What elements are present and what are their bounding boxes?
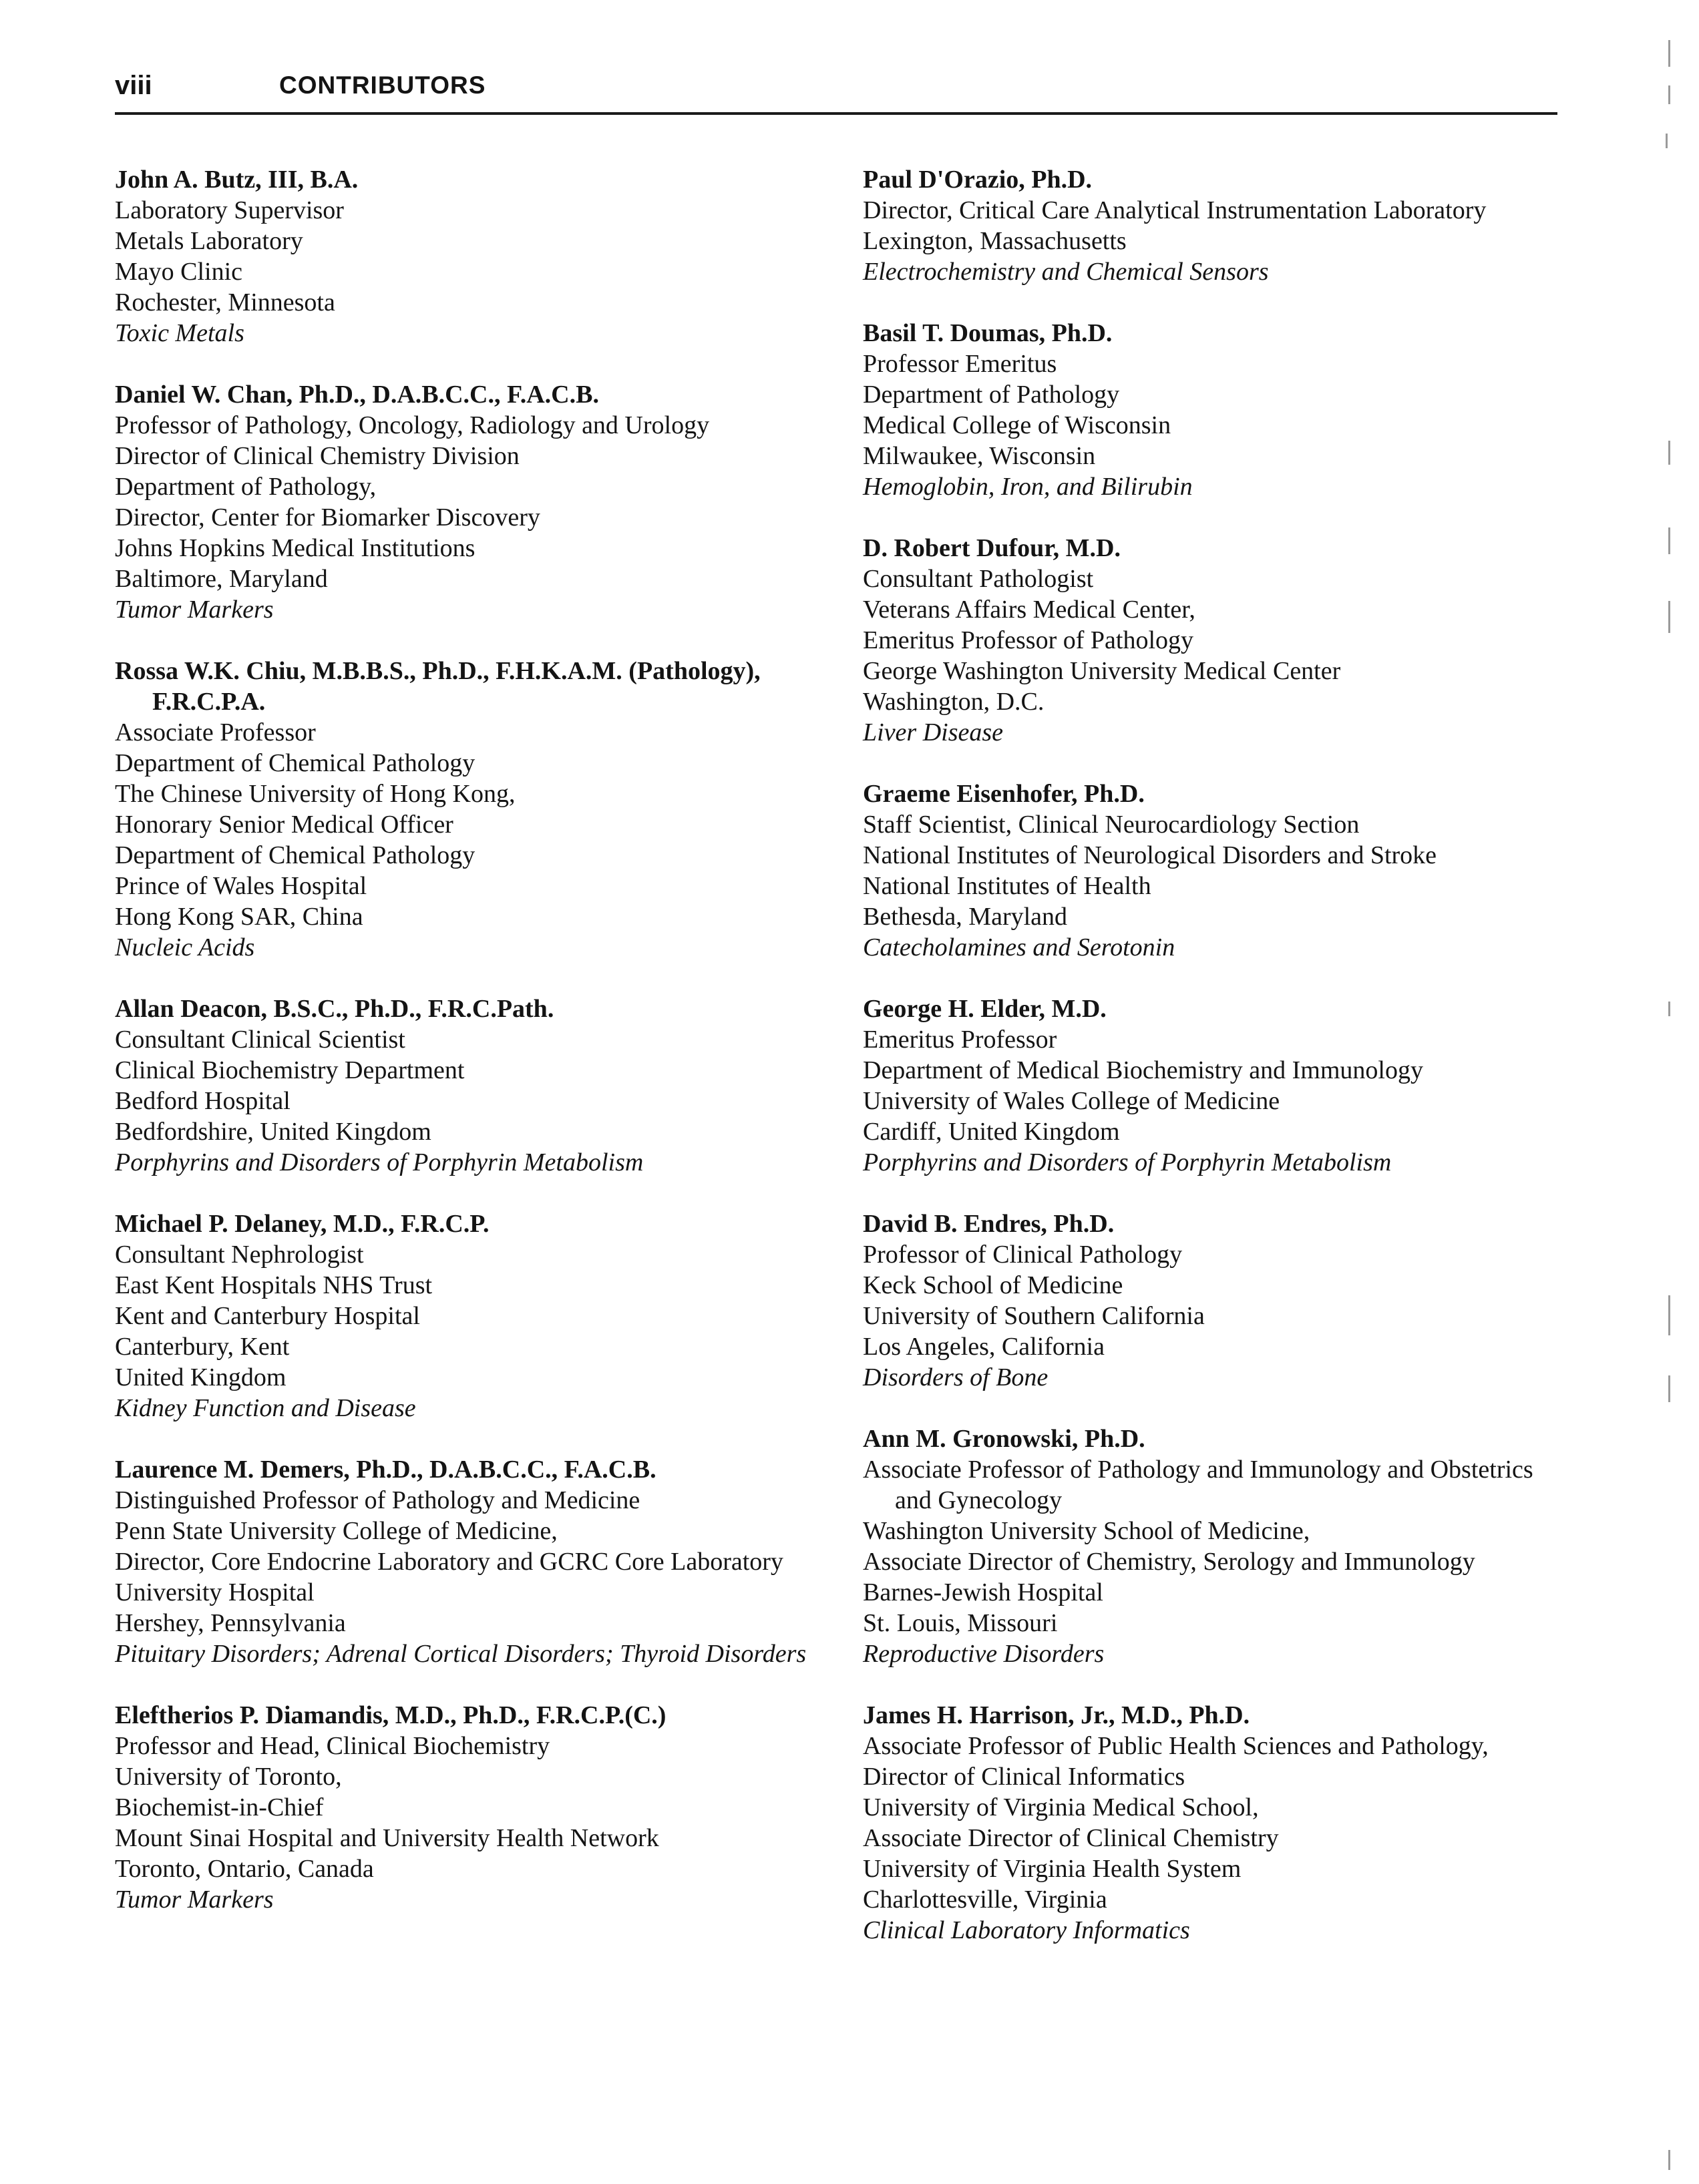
affiliation-line: Director, Center for Biomarker Discovery bbox=[115, 503, 540, 531]
contributor-name: James H. Harrison, Jr., M.D., Ph.D. bbox=[863, 1701, 1250, 1729]
affiliation-line: Director of Clinical Informatics bbox=[863, 1763, 1185, 1791]
margin-speck bbox=[1668, 2150, 1670, 2170]
affiliation-line: Bedfordshire, United Kingdom bbox=[115, 1118, 431, 1146]
chapter-topic: Catecholamines and Serotonin bbox=[863, 933, 1175, 961]
chapter-topic: Tumor Markers bbox=[115, 1886, 274, 1914]
contributor-entry bbox=[863, 533, 1571, 748]
affiliation-line: Emeritus Professor bbox=[863, 1026, 1057, 1054]
affiliation-line: George Washington University Medical Center bbox=[863, 657, 1341, 685]
right-column bbox=[863, 164, 1571, 1976]
affiliation-line: Prince of Wales Hospital bbox=[115, 872, 367, 900]
contributor-name: Allan Deacon, B.S.C., Ph.D., F.R.C.Path. bbox=[115, 995, 554, 1023]
contributor-name: Daniel W. Chan, Ph.D., D.A.B.C.C., F.A.C.B. bbox=[115, 381, 599, 409]
affiliation-line: University of Southern California bbox=[863, 1302, 1205, 1330]
affiliation-line: Associate Director of Clinical Chemistry bbox=[863, 1824, 1279, 1852]
contributor-entry bbox=[863, 1700, 1571, 1946]
affiliation-line: Lexington, Massachusetts bbox=[863, 227, 1127, 255]
chapter-topic: Toxic Metals bbox=[115, 319, 244, 347]
affiliation-line: Director, Critical Care Analytical Instrumentation Laboratory bbox=[863, 196, 1487, 224]
contributor-name: John A. Butz, III, B.A. bbox=[115, 166, 359, 194]
contributor-name: David B. Endres, Ph.D. bbox=[863, 1210, 1115, 1238]
affiliation-line: Department of Chemical Pathology bbox=[115, 841, 476, 869]
affiliation-line: National Institutes of Health bbox=[863, 872, 1151, 900]
chapter-topic: Disorders of Bone bbox=[863, 1363, 1049, 1391]
margin-speck bbox=[1668, 40, 1670, 67]
affiliation-line: Department of Pathology, bbox=[115, 473, 377, 501]
affiliation-line: Honorary Senior Medical Officer bbox=[115, 811, 453, 839]
chapter-topic: Reproductive Disorders bbox=[863, 1640, 1105, 1668]
affiliation-line: Clinical Biochemistry Department bbox=[115, 1056, 465, 1084]
chapter-topic: Electrochemistry and Chemical Sensors bbox=[863, 258, 1269, 286]
contributor-name: George H. Elder, M.D. bbox=[863, 995, 1107, 1023]
contributor-entry bbox=[115, 164, 823, 349]
contributor-name: D. Robert Dufour, M.D. bbox=[863, 534, 1121, 562]
affiliation-line: Hershey, Pennsylvania bbox=[115, 1609, 346, 1637]
affiliation-line: East Kent Hospitals NHS Trust bbox=[115, 1271, 433, 1299]
chapter-topic: Hemoglobin, Iron, and Bilirubin bbox=[863, 473, 1193, 501]
affiliation-line: Johns Hopkins Medical Institutions bbox=[115, 534, 476, 562]
contributor-entry bbox=[115, 1700, 823, 1915]
affiliation-line: Consultant Clinical Scientist bbox=[115, 1026, 405, 1054]
contributor-entry bbox=[115, 1454, 823, 1669]
affiliation-line: Department of Chemical Pathology bbox=[115, 749, 476, 777]
affiliation-line: Baltimore, Maryland bbox=[115, 565, 328, 593]
affiliation-line: Washington University School of Medicine, bbox=[863, 1517, 1310, 1545]
affiliation-line: Department of Medical Biochemistry and Immunology bbox=[863, 1056, 1423, 1084]
chapter-topic: Pituitary Disorders; Adrenal Cortical Disorders; Thyroid Disorders bbox=[115, 1640, 807, 1668]
affiliation-line: Mount Sinai Hospital and University Health Network bbox=[115, 1824, 659, 1852]
contributor-name: Basil T. Doumas, Ph.D. bbox=[863, 319, 1113, 347]
affiliation-line: St. Louis, Missouri bbox=[863, 1609, 1058, 1637]
affiliation-line: Associate Professor of Pathology and Immunology and Obstetrics and Gynecology bbox=[863, 1456, 1533, 1514]
contributor-entry bbox=[863, 164, 1571, 287]
contributor-entry bbox=[863, 994, 1571, 1178]
contributor-entry bbox=[863, 779, 1571, 963]
affiliation-line: University Hospital bbox=[115, 1578, 315, 1606]
chapter-topic: Clinical Laboratory Informatics bbox=[863, 1916, 1190, 1944]
affiliation-line: Laboratory Supervisor bbox=[115, 196, 344, 224]
header-rule bbox=[115, 112, 1557, 115]
affiliation-line: Director of Clinical Chemistry Division bbox=[115, 442, 520, 470]
affiliation-line: Los Angeles, California bbox=[863, 1333, 1105, 1361]
affiliation-line: Milwaukee, Wisconsin bbox=[863, 442, 1096, 470]
affiliation-line: Professor and Head, Clinical Biochemistry bbox=[115, 1732, 550, 1760]
margin-speck bbox=[1668, 1375, 1670, 1402]
affiliation-line: University of Wales College of Medicine bbox=[863, 1087, 1280, 1115]
chapter-topic: Tumor Markers bbox=[115, 596, 274, 624]
affiliation-line: Consultant Pathologist bbox=[863, 565, 1094, 593]
contributor-entry bbox=[863, 1424, 1571, 1669]
affiliation-line: Mayo Clinic bbox=[115, 258, 243, 286]
affiliation-line: Toronto, Ontario, Canada bbox=[115, 1855, 374, 1883]
affiliation-line: Professor of Pathology, Oncology, Radiology and Urology bbox=[115, 411, 710, 439]
affiliation-line: National Institutes of Neurological Disorders and Stroke bbox=[863, 841, 1437, 869]
contributor-name: Rossa W.K. Chiu, M.B.B.S., Ph.D., F.H.K.A.M. (Pathology), F.R.C.P.A. bbox=[115, 657, 761, 716]
margin-speck bbox=[1668, 601, 1670, 633]
chapter-topic: Kidney Function and Disease bbox=[115, 1394, 416, 1422]
page-number: viii bbox=[115, 71, 152, 100]
affiliation-line: The Chinese University of Hong Kong, bbox=[115, 780, 516, 808]
affiliation-line: Consultant Nephrologist bbox=[115, 1241, 364, 1269]
page-header bbox=[115, 67, 1557, 110]
affiliation-line: Hong Kong SAR, China bbox=[115, 903, 363, 931]
contributor-entry bbox=[863, 1209, 1571, 1393]
chapter-topic: Nucleic Acids bbox=[115, 933, 255, 961]
margin-speck bbox=[1668, 441, 1670, 465]
section-title: CONTRIBUTORS bbox=[279, 71, 486, 99]
contributor-name: Eleftherios P. Diamandis, M.D., Ph.D., F.R.C.P.(C.) bbox=[115, 1701, 667, 1729]
contributor-name: Paul D'Orazio, Ph.D. bbox=[863, 166, 1093, 194]
chapter-topic: Porphyrins and Disorders of Porphyrin Metabolism bbox=[863, 1148, 1392, 1176]
affiliation-line: Veterans Affairs Medical Center, bbox=[863, 596, 1195, 624]
contributor-entry bbox=[115, 656, 823, 963]
affiliation-line: Canterbury, Kent bbox=[115, 1333, 290, 1361]
margin-speck bbox=[1668, 1295, 1670, 1335]
affiliation-line: Rochester, Minnesota bbox=[115, 288, 335, 316]
affiliation-line: United Kingdom bbox=[115, 1363, 287, 1391]
affiliation-line: Biochemist-in-Chief bbox=[115, 1793, 324, 1821]
contributor-entry bbox=[115, 994, 823, 1178]
affiliation-line: Charlottesville, Virginia bbox=[863, 1886, 1107, 1914]
margin-speck bbox=[1668, 527, 1670, 554]
margin-speck bbox=[1668, 1002, 1670, 1016]
contributor-name: Ann M. Gronowski, Ph.D. bbox=[863, 1425, 1145, 1453]
affiliation-line: Medical College of Wisconsin bbox=[863, 411, 1171, 439]
margin-speck bbox=[1668, 85, 1670, 104]
affiliation-line: Cardiff, United Kingdom bbox=[863, 1118, 1120, 1146]
affiliation-line: University of Toronto, bbox=[115, 1763, 342, 1791]
affiliation-line: Professor of Clinical Pathology bbox=[863, 1241, 1183, 1269]
affiliation-line: Associate Professor of Public Health Sciences and Pathology, bbox=[863, 1732, 1489, 1760]
affiliation-line: Penn State University College of Medicine, bbox=[115, 1517, 558, 1545]
affiliation-line: Barnes-Jewish Hospital bbox=[863, 1578, 1103, 1606]
chapter-topic: Porphyrins and Disorders of Porphyrin Metabolism bbox=[115, 1148, 644, 1176]
contributor-name: Laurence M. Demers, Ph.D., D.A.B.C.C., F.A.C.B. bbox=[115, 1456, 656, 1484]
affiliation-line: Metals Laboratory bbox=[115, 227, 303, 255]
affiliation-line: Washington, D.C. bbox=[863, 688, 1045, 716]
left-column bbox=[115, 164, 823, 1946]
affiliation-line: Distinguished Professor of Pathology and Medicine bbox=[115, 1486, 640, 1514]
affiliation-line: Emeritus Professor of Pathology bbox=[863, 626, 1194, 654]
affiliation-line: University of Virginia Health System bbox=[863, 1855, 1242, 1883]
affiliation-line: Professor Emeritus bbox=[863, 350, 1057, 378]
contributor-entry bbox=[115, 1209, 823, 1424]
margin-speck bbox=[1666, 134, 1668, 148]
affiliation-line: Bethesda, Maryland bbox=[863, 903, 1068, 931]
chapter-topic: Liver Disease bbox=[863, 718, 1004, 746]
affiliation-line: Keck School of Medicine bbox=[863, 1271, 1123, 1299]
contributor-entry bbox=[863, 318, 1571, 502]
contributor-entry bbox=[115, 379, 823, 625]
contributor-name: Michael P. Delaney, M.D., F.R.C.P. bbox=[115, 1210, 490, 1238]
affiliation-line: Staff Scientist, Clinical Neurocardiology Section bbox=[863, 811, 1360, 839]
affiliation-line: Associate Director of Chemistry, Serology and Immunology bbox=[863, 1548, 1475, 1576]
affiliation-line: Director, Core Endocrine Laboratory and GCRC Core Laboratory bbox=[115, 1548, 783, 1576]
contributor-name: Graeme Eisenhofer, Ph.D. bbox=[863, 780, 1145, 808]
affiliation-line: University of Virginia Medical School, bbox=[863, 1793, 1259, 1821]
affiliation-line: Kent and Canterbury Hospital bbox=[115, 1302, 420, 1330]
affiliation-line: Department of Pathology bbox=[863, 381, 1120, 409]
affiliation-line: Associate Professor bbox=[115, 718, 316, 746]
affiliation-line: Bedford Hospital bbox=[115, 1087, 291, 1115]
